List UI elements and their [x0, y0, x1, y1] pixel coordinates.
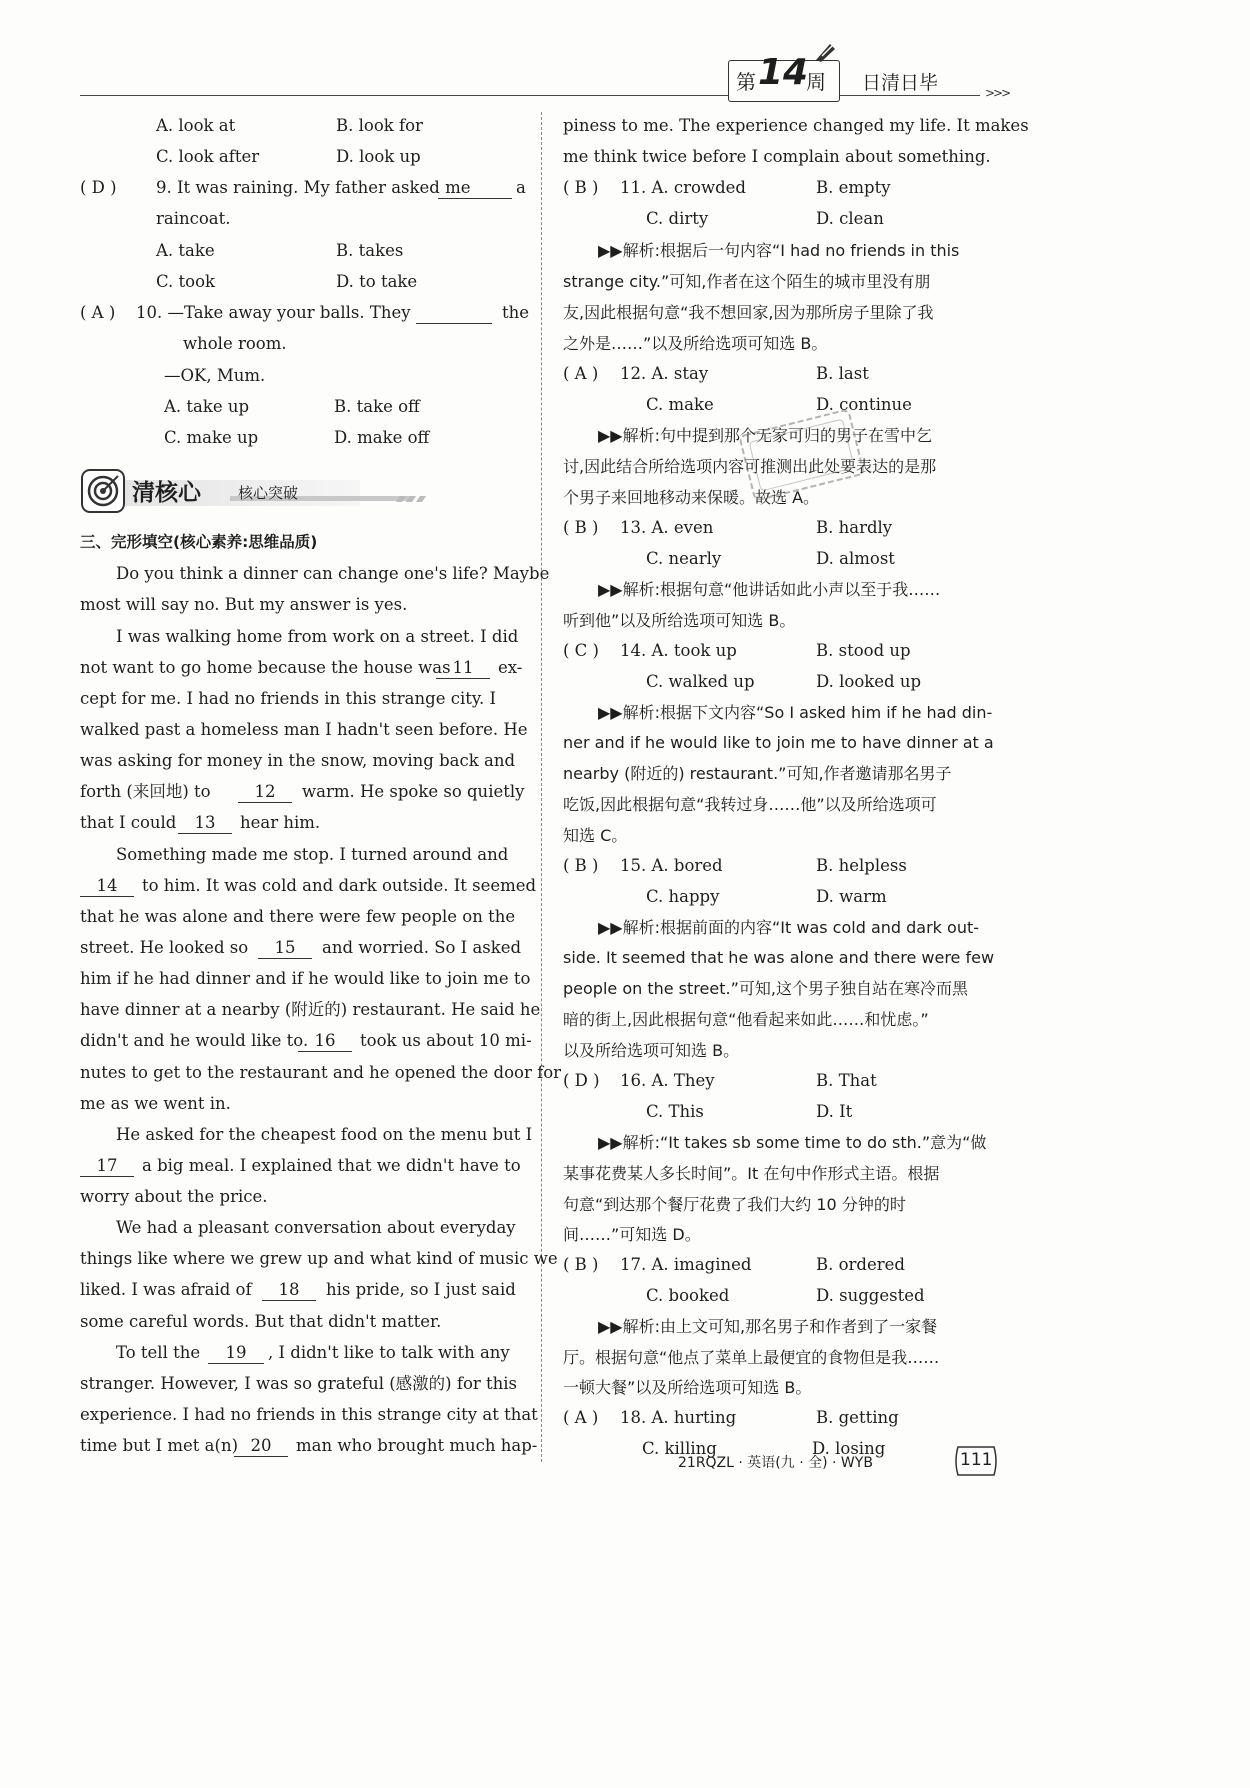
passage-line: Something made me stop. I turned around and — [116, 845, 509, 864]
q15-explanation: 以及所给选项可知选 B。 — [563, 1041, 740, 1060]
q18-opt-c: C. killing — [642, 1439, 717, 1458]
passage-line: forth (来回地) to — [80, 782, 211, 801]
q16-explanation: 间……”可知选 D。 — [563, 1225, 701, 1244]
q14-explanation: ▶▶解析:根据下文内容“So I asked him if he had din- — [598, 703, 993, 722]
passage-line: nutes to get to the restaurant and he opened the door for — [80, 1063, 562, 1082]
q10-opt-b: B. take off — [334, 397, 420, 416]
q17-explanation: ▶▶解析:由上文可知,那名男子和作者到了一家餐 — [598, 1317, 938, 1336]
passage-line: that I could — [80, 813, 177, 832]
right-line: me think twice before I complain about something. — [563, 147, 991, 166]
passage-line: man who brought much hap- — [296, 1436, 538, 1455]
q8-opt-d: D. look up — [336, 147, 421, 166]
arrows-icon: >>> — [985, 86, 1010, 100]
passage-line: took us about 10 mi- — [360, 1031, 532, 1050]
target-icon — [80, 468, 126, 514]
q9-tail: a — [516, 178, 526, 197]
q10-reply: —OK, Mum. — [164, 366, 266, 385]
q10-opt-a: A. take up — [164, 397, 250, 416]
q11-opt-d: D. clean — [816, 209, 884, 228]
q9-opt-c: C. took — [156, 272, 216, 291]
passage-line: experience. I had no friends in this strange city at that — [80, 1405, 538, 1424]
blank-20[interactable]: 20 — [234, 1436, 288, 1457]
passage-line: didn't and he would like to. — [80, 1031, 309, 1050]
passage-line: stranger. However, I was so grateful (感激的) for this — [80, 1374, 518, 1393]
q15-explanation: 暗的街上,因此根据句意“他看起来如此……和忧虑。” — [563, 1010, 929, 1029]
passage-line: cept for me. I had no friends in this strange city. I — [80, 689, 496, 708]
q14-answer: ( C ) — [563, 641, 599, 660]
q9-opt-b: B. takes — [336, 241, 404, 260]
q18-opt-b: B. getting — [816, 1408, 899, 1427]
passage-line: Do you think a dinner can change one's life? Maybe — [116, 564, 550, 583]
q15-opt-b: B. helpless — [816, 856, 907, 875]
daily-label: 日清日毕 — [862, 72, 939, 94]
passage-line: To tell the — [116, 1343, 201, 1362]
q12-opt-d: D. continue — [816, 395, 912, 414]
q13-answer: ( B ) — [563, 518, 599, 537]
q14-opt-d: D. looked up — [816, 672, 922, 691]
q10-cont: whole room. — [183, 334, 287, 353]
blank-14[interactable]: 14 — [80, 876, 134, 897]
q8-opt-c: C. look after — [156, 147, 260, 166]
passage-line: and worried. So I asked — [322, 938, 522, 957]
passage-line: I was walking home from work on a street. I did — [116, 627, 519, 646]
q12-explanation: 个男子来回地移动来保暖。故选 A。 — [563, 488, 820, 507]
q16-opt-a: 16. A. They — [620, 1071, 715, 1090]
passage-line: a big meal. I explained that we didn't have to — [142, 1156, 521, 1175]
blank-17[interactable]: 17 — [80, 1156, 134, 1177]
blank-18[interactable]: 18 — [262, 1280, 316, 1301]
q15-answer: ( B ) — [563, 856, 599, 875]
q14-explanation: 吃饭,因此根据句意“我转过身……他”以及所给选项可 — [563, 795, 937, 814]
q9-cont: raincoat. — [156, 209, 231, 228]
q13-explanation: ▶▶解析:根据句意“他讲话如此小声以至于我…… — [598, 580, 941, 599]
passage-line: hear him. — [240, 813, 321, 832]
passage-line: liked. I was afraid of — [80, 1280, 252, 1299]
q9-text: 9. It was raining. My father asked me — [156, 178, 471, 197]
q13-opt-c: C. nearly — [646, 549, 722, 568]
q17-opt-a: 17. A. imagined — [620, 1255, 752, 1274]
q13-opt-d: D. almost — [816, 549, 895, 568]
page-number: 111 — [960, 1450, 993, 1470]
q16-explanation: 句意“到达那个餐厅花费了我们大约 10 分钟的时 — [563, 1195, 906, 1214]
passage-line: was asking for money in the snow, moving back and — [80, 751, 516, 770]
q15-explanation: people on the street.”可知,这个男子独自站在寒冷而黑 — [563, 979, 968, 998]
q16-answer: ( D ) — [563, 1071, 600, 1090]
q9-opt-d: D. to take — [336, 272, 418, 291]
q11-opt-a: 11. A. crowded — [620, 178, 746, 197]
q11-explanation: 之外是……”以及所给选项可知选 B。 — [563, 334, 828, 353]
passage-line: some careful words. But that didn't matter. — [80, 1312, 442, 1331]
passage-line: , I didn't like to talk with any — [268, 1343, 510, 1362]
q12-explanation: 讨,因此结合所给选项内容可推测出此处要表达的是那 — [563, 457, 937, 476]
q16-opt-b: B. That — [816, 1071, 877, 1090]
footer-book-code: 21RQZL · 英语(九 · 全) · WYB — [678, 1455, 873, 1471]
q15-explanation: ▶▶解析:根据前面的内容“It was cold and dark out- — [598, 918, 980, 937]
q14-explanation: 知选 C。 — [563, 826, 628, 845]
banner-title: 清核心 — [132, 480, 201, 506]
q17-explanation: 厅。根据句意“他点了菜单上最便宜的食物但是我…… — [563, 1348, 940, 1367]
q14-explanation: nearby (附近的) restaurant.”可知,作者邀请那名男子 — [563, 764, 952, 783]
q10-opt-d: D. make off — [334, 428, 430, 447]
q15-opt-d: D. warm — [816, 887, 887, 906]
blank-13[interactable]: 13 — [178, 813, 232, 834]
q13-opt-b: B. hardly — [816, 518, 893, 537]
right-line: piness to me. The experience changed my life. It makes — [563, 116, 1029, 135]
q17-explanation: 一顿大餐”以及所给选项可知选 B。 — [563, 1378, 812, 1397]
q10-tail: the — [502, 303, 530, 322]
q18-opt-d: D. losing — [812, 1439, 886, 1458]
passage-line: most will say no. But my answer is yes. — [80, 595, 408, 614]
passage-line: warm. He spoke so quietly — [302, 782, 525, 801]
q11-opt-b: B. empty — [816, 178, 891, 197]
q17-answer: ( B ) — [563, 1255, 599, 1274]
q12-opt-c: C. make — [646, 395, 714, 414]
passage-line: time but I met a(n) — [80, 1436, 239, 1455]
q18-opt-a: 18. A. hurting — [620, 1408, 737, 1427]
q17-opt-b: B. ordered — [816, 1255, 905, 1274]
passage-line: He asked for the cheapest food on the menu but I — [116, 1125, 533, 1144]
week-prefix: 第 — [736, 70, 756, 94]
q12-opt-b: B. last — [816, 364, 869, 383]
passage-line: We had a pleasant conversation about everyday — [116, 1218, 516, 1237]
q13-opt-a: 13. A. even — [620, 518, 714, 537]
blank-11[interactable]: 11 — [436, 658, 490, 679]
section-3-heading: 三、完形填空(核心素养:思维品质) — [80, 533, 318, 551]
q14-explanation: ner and if he would like to join me to have dinner at a — [563, 733, 994, 752]
passage-line: his pride, so I just said — [326, 1280, 516, 1299]
week-suffix: 周 — [806, 70, 826, 94]
q15-explanation: side. It seemed that he was alone and there were few — [563, 948, 995, 967]
q12-explanation: ▶▶解析:句中提到那个无家可归的男子在雪中乞 — [598, 426, 933, 445]
q8-opt-b: B. look for — [336, 116, 423, 135]
q11-explanation: ▶▶解析:根据后一句内容“I had no friends in this — [598, 241, 960, 260]
passage-line: ex- — [498, 658, 523, 677]
q17-opt-d: D. suggested — [816, 1286, 925, 1305]
q16-explanation: ▶▶解析:“It takes sb some time to do sth.”意为“做 — [598, 1133, 987, 1152]
q11-explanation: 友,因此根据句意“我不想回家,因为那所房子里除了我 — [563, 303, 934, 322]
week-number: 14 — [758, 52, 809, 93]
passage-line: him if he had dinner and if he would like to join me to — [80, 969, 531, 988]
passage-line: have dinner at a nearby (附近的) restaurant. He said he — [80, 1000, 541, 1019]
q10-answer: ( A ) — [80, 303, 116, 322]
passage-line: street. He looked so — [80, 938, 249, 957]
q12-opt-a: 12. A. stay — [620, 364, 709, 383]
q15-opt-c: C. happy — [646, 887, 720, 906]
passage-line: me as we went in. — [80, 1094, 231, 1113]
q16-explanation: 某事花费某人多长时间”。It 在句中作形式主语。根据 — [563, 1164, 940, 1183]
q16-opt-d: D. It — [816, 1102, 853, 1121]
blank-12[interactable]: 12 — [238, 782, 292, 803]
q10-blank[interactable] — [416, 303, 492, 324]
passage-line: walked past a homeless man I hadn't seen before. He — [80, 720, 528, 739]
q12-answer: ( A ) — [563, 364, 599, 383]
blank-19[interactable]: 19 — [208, 1343, 264, 1364]
passage-line: things like where we grew up and what kind of music we — [80, 1249, 558, 1268]
q10-text: 10. —Take away your balls. They — [136, 303, 411, 322]
passage-line: worry about the price. — [80, 1187, 268, 1206]
q17-opt-c: C. booked — [646, 1286, 730, 1305]
banner-subtitle: 核心突破 — [238, 484, 299, 502]
passage-line: not want to go home because the house was — [80, 658, 451, 677]
q14-opt-a: 14. A. took up — [620, 641, 737, 660]
q9-blank[interactable] — [438, 178, 512, 199]
q18-answer: ( A ) — [563, 1408, 599, 1427]
q14-opt-b: B. stood up — [816, 641, 911, 660]
q11-explanation: strange city.”可知,作者在这个陌生的城市里没有朋 — [563, 272, 931, 291]
q8-opt-a: A. look at — [156, 116, 236, 135]
q13-explanation: 听到他”以及所给选项可知选 B。 — [563, 611, 796, 630]
q15-opt-a: 15. A. bored — [620, 856, 723, 875]
watermark-stamp-icon — [732, 400, 872, 512]
blank-16[interactable]: 16 — [298, 1031, 352, 1052]
q9-opt-a: A. take — [156, 241, 215, 260]
q11-answer: ( B ) — [563, 178, 599, 197]
passage-line: that he was alone and there were few people on the — [80, 907, 516, 926]
blank-15[interactable]: 15 — [258, 938, 312, 959]
q11-opt-c: C. dirty — [646, 209, 709, 228]
header-rule — [80, 95, 980, 96]
q14-opt-c: C. walked up — [646, 672, 755, 691]
passage-line: to him. It was cold and dark outside. It seemed — [142, 876, 537, 895]
q10-opt-c: C. make up — [164, 428, 259, 447]
paper-clip-icon — [812, 40, 838, 64]
q9-answer: ( D ) — [80, 178, 117, 197]
q16-opt-c: C. This — [646, 1102, 704, 1121]
